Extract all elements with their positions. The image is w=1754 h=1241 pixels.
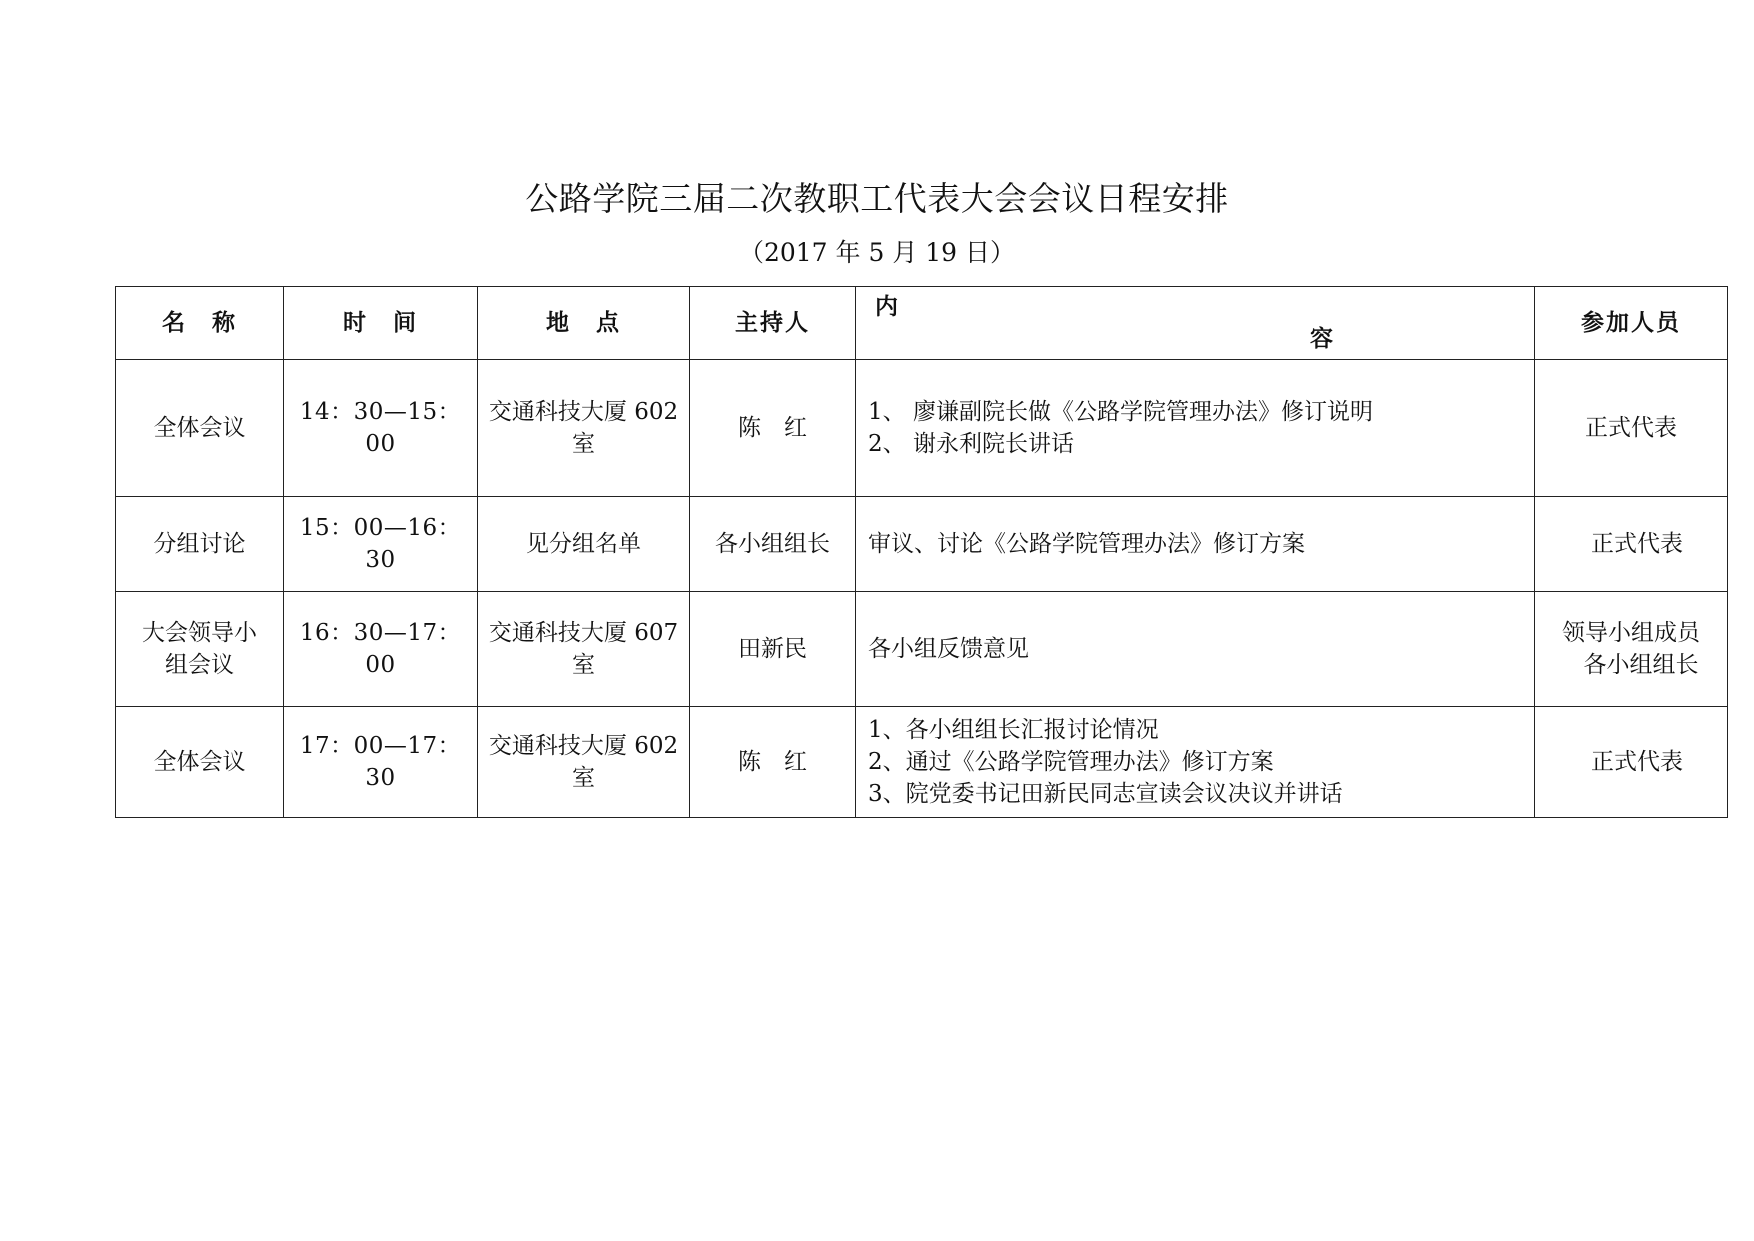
header-participants: 参加人员 bbox=[1535, 287, 1728, 360]
cell-host: 陈 红 bbox=[690, 707, 856, 818]
cell-name: 全体会议 bbox=[116, 360, 284, 497]
cell-place: 交通科技大厦 602 室 bbox=[478, 360, 690, 497]
cell-place: 见分组名单 bbox=[478, 497, 690, 592]
cell-name: 全体会议 bbox=[116, 707, 284, 818]
schedule-table bbox=[115, 286, 1728, 818]
table-row bbox=[116, 592, 1728, 707]
header-content bbox=[856, 287, 1535, 360]
cell-name: 分组讨论 bbox=[116, 497, 284, 592]
header-place: 地 点 bbox=[478, 287, 690, 360]
cell-place: 交通科技大厦 602 室 bbox=[478, 707, 690, 818]
cell-host: 陈 红 bbox=[690, 360, 856, 497]
header-host: 主持人 bbox=[690, 287, 856, 360]
cell-content: 1、 廖谦副院长做《公路学院管理办法》修订说明 2、 谢永利院长讲话 bbox=[856, 360, 1535, 497]
table-row bbox=[116, 497, 1728, 592]
header-name: 名 称 bbox=[116, 287, 284, 360]
cell-time: 17：00—17：30 bbox=[284, 707, 478, 818]
cell-participants: 正式代表 bbox=[1535, 360, 1728, 497]
cell-participants: 领导小组成员 各小组组长 bbox=[1535, 592, 1728, 707]
table-header-row bbox=[116, 287, 1728, 360]
cell-content: 审议、讨论《公路学院管理办法》修订方案 bbox=[856, 497, 1535, 592]
cell-place: 交通科技大厦 607 室 bbox=[478, 592, 690, 707]
cell-content: 1、各小组组长汇报讨论情况 2、通过《公路学院管理办法》修订方案 3、院党委书记田新民同志宣读会议决议并讲话 bbox=[856, 707, 1535, 818]
table-row bbox=[116, 707, 1728, 818]
cell-time: 14：30—15：00 bbox=[284, 360, 478, 497]
cell-participants: 正式代表 bbox=[1535, 497, 1728, 592]
cell-content: 各小组反馈意见 bbox=[856, 592, 1535, 707]
cell-time: 15：00—16：30 bbox=[284, 497, 478, 592]
header-content-right: 容 bbox=[1310, 326, 1335, 352]
table-row bbox=[116, 360, 1728, 497]
cell-name: 大会领导小 组会议 bbox=[116, 592, 284, 707]
header-content-left: 内 bbox=[875, 294, 900, 320]
document-date: （2017 年 5 月 19 日） bbox=[738, 238, 1016, 267]
cell-time: 16：30—17：00 bbox=[284, 592, 478, 707]
cell-host: 田新民 bbox=[690, 592, 856, 707]
cell-participants: 正式代表 bbox=[1535, 707, 1728, 818]
cell-host: 各小组组长 bbox=[690, 497, 856, 592]
document-title: 公路学院三届二次教职工代表大会会议日程安排 bbox=[525, 179, 1229, 218]
header-time: 时 间 bbox=[284, 287, 478, 360]
